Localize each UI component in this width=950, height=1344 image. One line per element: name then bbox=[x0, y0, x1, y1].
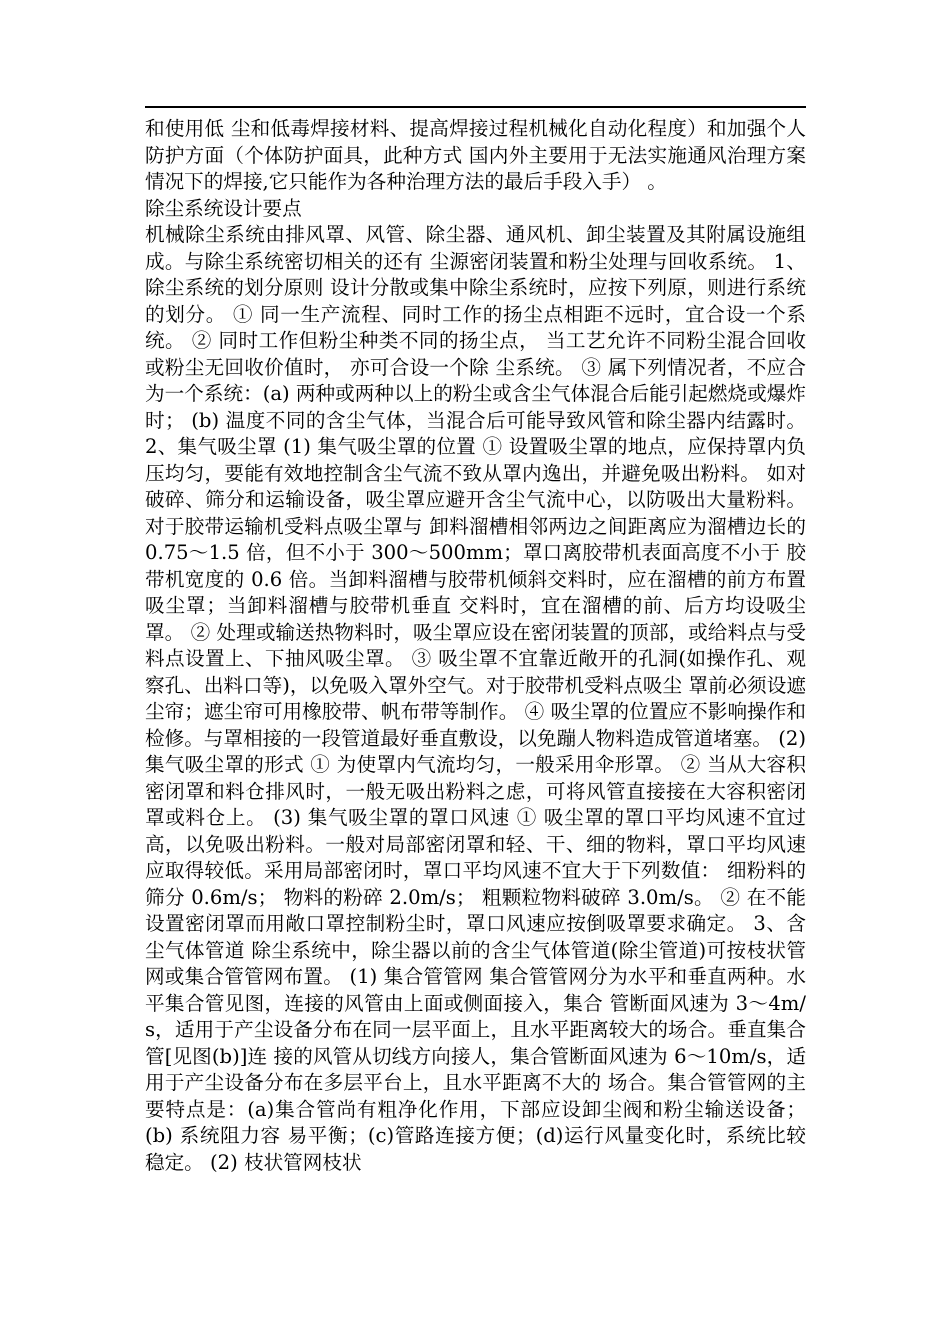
paragraph-1: 和使用低 尘和低毒焊接材料、提高焊接过程机械化自动化程度）和加强个人防护方面（个体防护面具，此种方式 国内外主要用于无法实施通风治理方案情况下的焊接,它只能作为各种治理方法的最后手段入手） 。 bbox=[145, 117, 806, 193]
header-rule bbox=[145, 106, 806, 108]
section-heading: 除尘系统设计要点 bbox=[145, 196, 302, 220]
document-body bbox=[145, 116, 813, 1176]
paragraph-2: 机械除尘系统由排风罩、风管、除尘器、通风机、卸尘装置及其附属设施组成。与除尘系统密切相关的还有 尘源密闭装置和粉尘处理与回收系统。 1、除尘系统的划分原则 设计分散或集中除尘系统时，应按下列原，则进行系统的划分。 ① 同一生产流程、同时工作的扬尘点相距不远时，宜合设一个系统。 ② 同时工作但粉尘种类不同的扬尘点， 当工艺允许不同粉尘混合回收或粉尘无回收价值时， 亦可合设一个除 尘系统。 ③ 属下列情况者，不应合为一个系统：(a) 两种或两种以上的粉尘或含尘气体混合后能引起燃烧或爆炸时； (b) 温度不同的含尘气体，当混合后可能导致风管和除尘器内结露时。 2、集气吸尘罩 (1) 集气吸尘罩的位置 ① 设置吸尘罩的地点，应保持罩内负压均匀，要能有效地控制含尘气流不致从罩内逸出，并避免吸出粉料。 如对破碎、筛分和运输设备，吸尘罩应避开含尘气流中心，以防吸出大量粉料。对于胶带运输机受料点吸尘罩与 卸料溜槽相邻两边之间距离应为溜槽边长的 0.75～1.5 倍，但不小于 300～500mm；罩口离胶带机表面高度不小于 胶带机宽度的 0.6 倍。当卸料溜槽与胶带机倾斜交料时，应在溜槽的前方布置吸尘罩；当卸料溜槽与胶带机垂直 交料时，宜在溜槽的前、后方均设吸尘罩。 ② 处理或输送热物料时，吸尘罩应设在密闭装置的顶部，或给料点与受料点设置上、下抽风吸尘罩。 ③ 吸尘罩不宜靠近敞开的孔洞(如操作孔、观察孔、出料口等)，以免吸入罩外空气。对于胶带机受料点吸尘 罩前必须设遮尘帘；遮尘帘可用橡胶带、帆布带等制作。 ④ 吸尘罩的位置应不影响操作和检修。与罩相接的一段管道最好垂直敷设，以免蹦人物料造成管道堵塞。 (2) 集气吸尘罩的形式 ① 为使罩内气流均匀，一般采用伞形罩。 ② 当从大容积密闭罩和料仓排风时，一般无吸出粉料之虑，可将风管直接接在大容积密闭罩或料仓上。 (3) 集气吸尘罩的罩口风速 ① 吸尘罩的罩口平均风速不宜过高，以免吸出粉料。一般对局部密闭罩和轻、干、细的物料，罩口平均风速 应取得较低。采用局部密闭时，罩口平均风速不宜大于下列数值： 细粉料的筛分 0.6m/s； 物料的粉碎 2.0m/s； 粗颗粒物料破碎 3.0m/s。 ② 在不能设置密闭罩而用敞口罩控制粉尘时，罩口风速应按倒吸罩要求确定。 3、含尘气体管道 除尘系统中，除尘器以前的含尘气体管道(除尘管道)可按枝状管网或集合管管网布置。 (1) 集合管管网 集合管管网分为水平和垂直两种。水平集合管见图，连接的风管由上面或侧面接入，集合 管断面风速为 3～4m/s，适用于产尘设备分布在同一层平面上，且水平距离较大的场合。垂直集合管[见图(b)]连 接的风管从切线方向接人，集合管断面风速为 6～10m/s，适用于产尘设备分布在多层平台上，且水平距离不大的 场合。集合管管网的主要特点是：(a)集合管尚有粗净化作用，下部应设卸尘阀和粉尘输送设备；(b) 系统阻力容 易平衡；(c)管路连接方便；(d)运行风量变化时，系统比较稳定。 (2) 枝状管网枝状 bbox=[145, 223, 813, 1174]
